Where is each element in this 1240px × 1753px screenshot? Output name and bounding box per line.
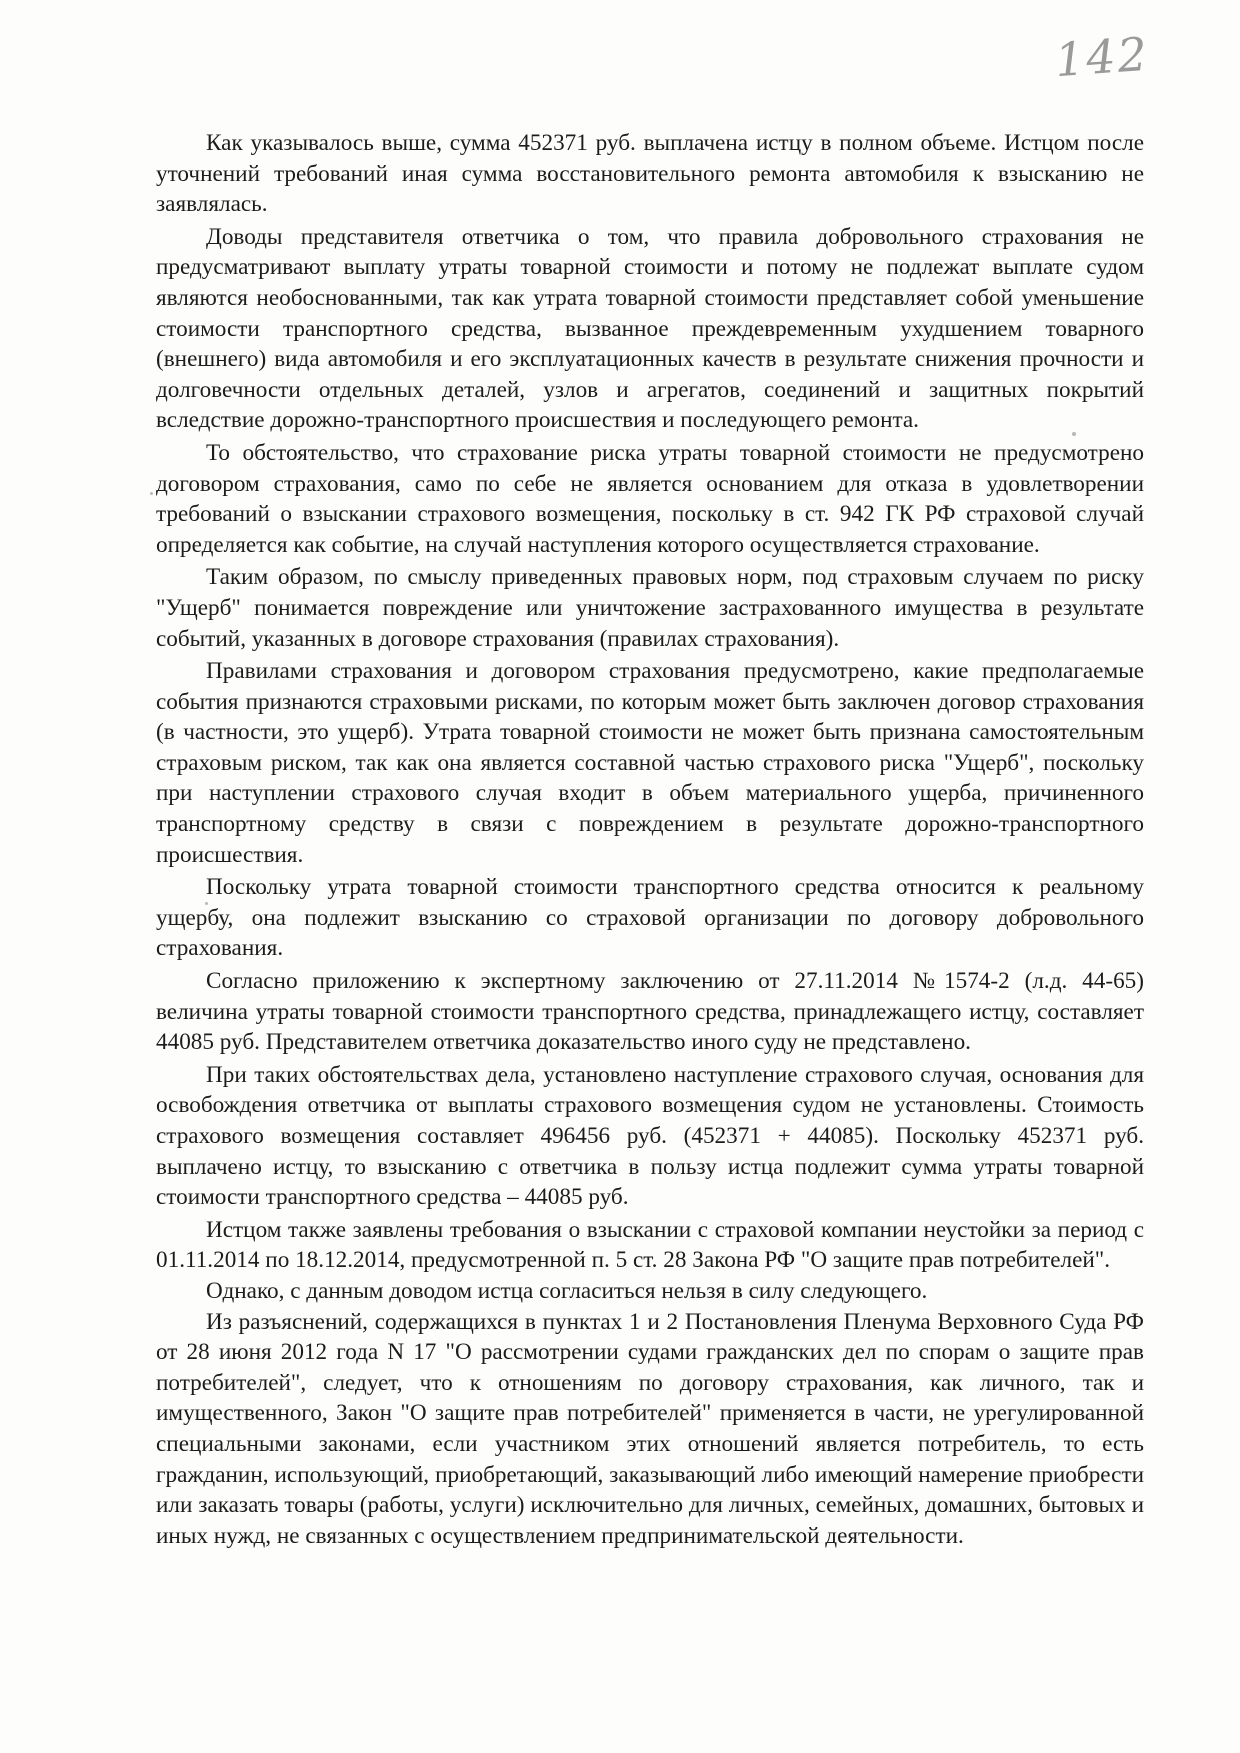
paragraph-expert-conclusion: Согласно приложению к экспертному заключению от 27.11.2014 №1574-2 (л.д. 44-65) величина утраты товарной стоимости транспортного средства, принадлежащего истцу, составляет 44085 руб. Представителем ответчика доказательство иного суду не представлено. (156, 968, 1144, 1056)
paragraph-court-objection: Однако, с данным доводом истца согласиться нельзя в силу следующего. (206, 1277, 928, 1304)
paragraph-insurance-rules: Правилами страхования и договором страхования предусмотрено, какие предполагаемые события признаются страховыми рисками, по которым может быть заключен договор страхования (в частности, это ущерб). Утрата товарной стоимости не может быть признана самостоятельным страховым риском, так как она является составной частью страхового риска "Ущерб", поскольку при наступлении страхового случая входит в объем материального ущерба, причиненного транспортному средству в связи с повреждением в результате дорожно-транспортного происшествия. (156, 658, 1144, 868)
scan-speck (150, 492, 153, 495)
document-body (156, 128, 1144, 1553)
paragraph-payment-note: Как указывалось выше, сумма 452371 руб. выплачена истцу в полном объеме. Истцом после уточнений требований иная сумма восстановительного ремонта автомобиля к взысканию не заявлялась. (156, 130, 1144, 218)
paragraph-penalty-claim: Истцом также заявлены требования о взыскании с страховой компании неустойки за период с 01.11.2014 по 18.12.2014, предусмотренной п. 5 ст. 28 Закона РФ "О защите прав потребителей". (156, 1216, 1144, 1274)
paragraph-insured-event: При таких обстоятельствах дела, установлено наступление страхового случая, основания для освобождения ответчика от выплаты страхового возмещения судом не установлены. Стоимость страхового возмещения составляет 496456 руб. (452371 + 44085). Поскольку 452371 руб. выплачено истцу, то взысканию с ответчика в пользу истца подлежит сумма утраты товарной стоимости транспортного средства – 44085 руб. (156, 1061, 1144, 1211)
paragraph-plenum-clarification: Из разъяснений, содержащихся в пунктах 1 и 2 Постановления Пленума Верховного Суда РФ от 28 июня 2012 года N 17 "О рассмотрении судами гражданских дел по спорам о защите прав потребителей", следует, что к отношениям по договору страхования, как личного, так и имущественного, Закон "О защите прав потребителей" применяется в части, не урегулированной специальными законами, если участником этих отношений является потребитель, то есть гражданин, использующий, приобретающий, заказывающий либо имеющий намерение приобрести или заказать товары (работы, услуги) исключительно для личных, семейных, домашних, бытовых и иных нужд, не связанных с осуществлением предпринимательской деятельности. (156, 1308, 1144, 1549)
paragraph-real-damage: Поскольку утрата товарной стоимости транспортного средства относится к реальному ущербу, она подлежит взысканию со страховой организации по договору добровольного страхования. (156, 874, 1144, 962)
paragraph-damage-risk-definition: Таким образом, по смыслу приведенных правовых норм, под страховым случаем по риску "Ущерб" понимается повреждение или уничтожение застрахованного имущества в результате событий, указанных в договоре страхования (правилах страхования). (156, 564, 1144, 652)
paragraph-defendant-arguments: Доводы представителя ответчика о том, что правила добровольного страхования не предусматривают выплату утраты товарной стоимости и потому не подлежат выплате судом являются необоснованными, так как утрата товарной стоимости представляет собой уменьшение стоимости транспортного средства, вызванное преждевременным ухудшением товарного (внешнего) вида автомобиля и его эксплуатационных качеств в результате снижения прочности и долговечности отдельных деталей, узлов и агрегатов, соединений и защитных покрытий вследствие дорожно-транспортного происшествия и последующего ремонта. (156, 223, 1144, 434)
handwritten-page-number: 142 (1053, 26, 1151, 88)
paragraph-insurance-risk: То обстоятельство, что страхование риска утраты товарной стоимости не предусмотрено договором страхования, само по себе не является основанием для отказа в удовлетворении требований о взыскании страхового возмещения, поскольку в ст. 942 ГК РФ страховой случай определяется как событие, на случай наступления которого осуществляется страхование. (156, 439, 1144, 558)
